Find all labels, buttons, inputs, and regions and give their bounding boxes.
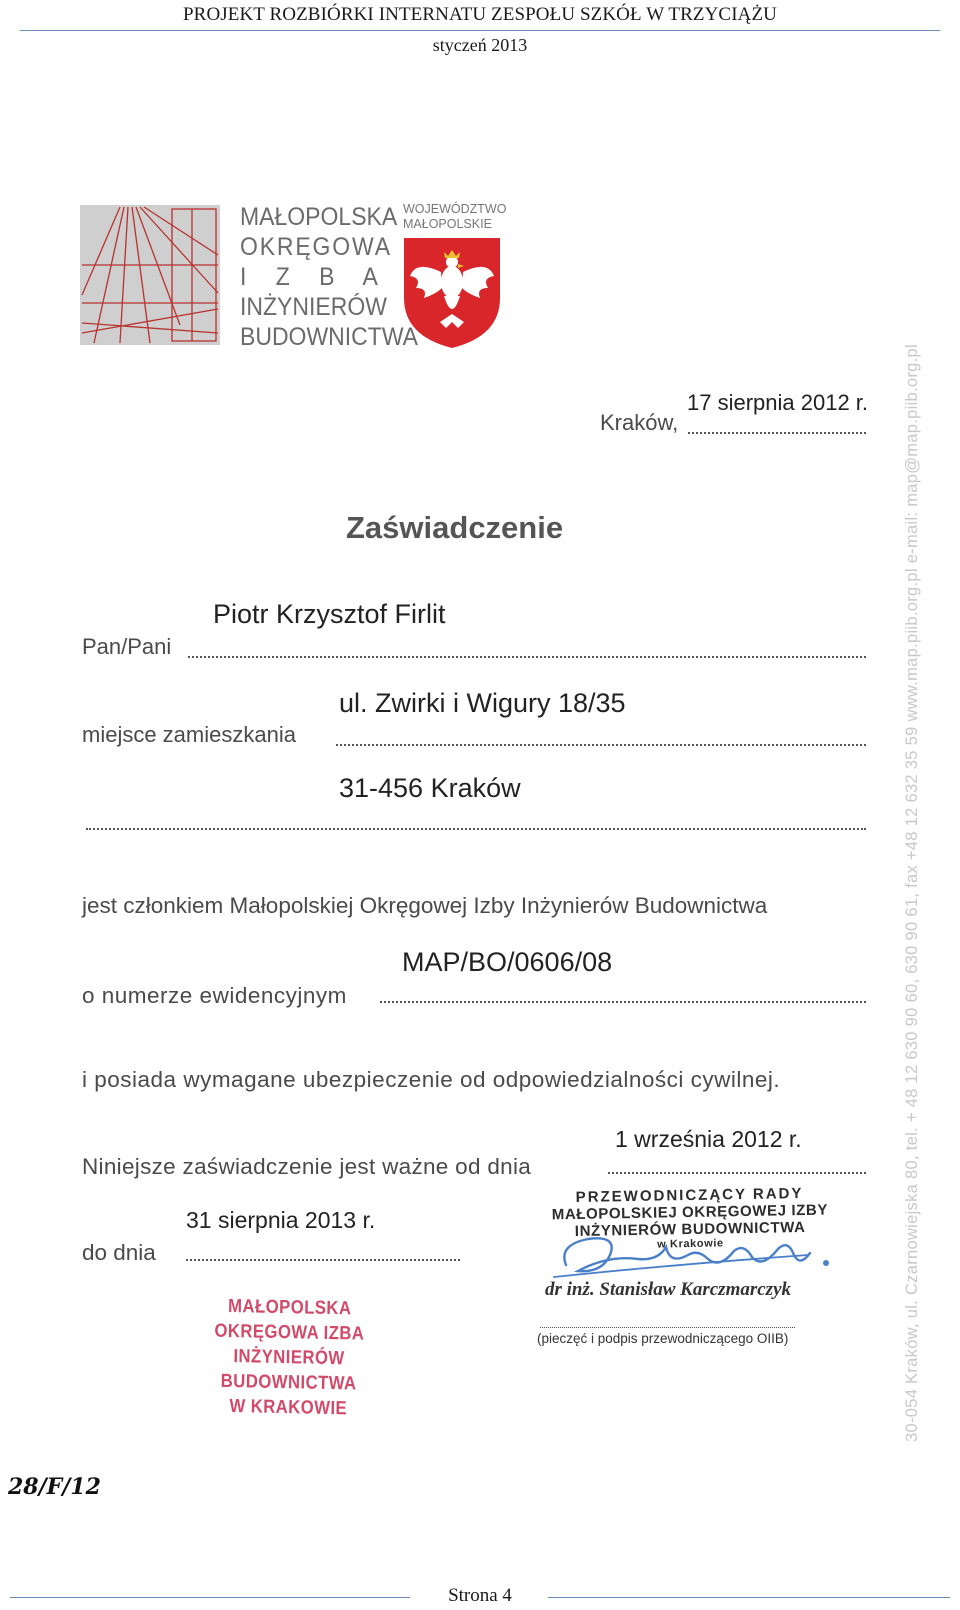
date-dotted-line <box>688 432 866 434</box>
address-street: ul. Zwirki i Wigury 18/35 <box>339 688 626 718</box>
place-label: Kraków, <box>600 410 679 435</box>
logo-line: INŻYNIERÓW <box>240 293 387 321</box>
certificate-title: Zaświadczenie <box>346 510 564 545</box>
logo-line: BUDOWNICTWA <box>240 323 419 351</box>
stamp-line: INŻYNIERÓW BUDOWNICTWA <box>220 1346 357 1395</box>
stamp-line: MAŁOPOLSKA OKRĘGOWA IZBA <box>214 1295 365 1345</box>
address-city: 31-456 Kraków <box>339 773 521 803</box>
signer-name: dr inż. Stanisław Karczmarczyk <box>545 1279 791 1300</box>
page-number: Strona 4 <box>448 1585 512 1606</box>
handwritten-signature <box>548 1225 848 1285</box>
valid-until-label: do dnia <box>82 1240 156 1265</box>
logo-line: OKRĘGOWA <box>240 233 392 261</box>
side-contact-text: 30-054 Kraków, ul. Czarnowiejska 80, tel. + 48 12 630 90 60, 630 90 61, fax +48 12 632 35 59 www.map.piib.org.pl e-mail: map@map.piib.org.pl <box>903 344 921 1442</box>
stamp-line: INŻYNIERÓW BUDOWNICTWA <box>574 1218 806 1241</box>
logo-line: I Z B A <box>240 263 384 291</box>
handwritten-note: 28/F/12 <box>8 1474 101 1500</box>
holder-name: Piotr Krzysztof Firlit <box>213 599 446 629</box>
stamp-line: PRZEWODNICZĄCY RADY <box>575 1185 804 1206</box>
stamp-line: w Krakowie <box>657 1237 724 1251</box>
valid-from-dotted-line <box>608 1172 866 1174</box>
insurance-statement: i posiada wymagane ubezpieczenie od odpowiedzialności cywilnej. <box>82 1067 781 1092</box>
coat-of-arms-eagle-icon <box>402 236 502 350</box>
valid-until-date: 31 sierpnia 2013 r. <box>186 1207 376 1233</box>
issue-date: 17 sierpnia 2012 r. <box>687 390 869 415</box>
chamber-logo-graphic <box>80 205 220 345</box>
logo-line: MAŁOPOLSKA <box>240 203 398 231</box>
city-dotted-line <box>86 828 866 830</box>
header-date: styczeń 2013 <box>432 35 528 55</box>
valid-from-date: 1 września 2012 r. <box>615 1126 802 1152</box>
membership-statement: jest członkiem Małopolskiej Okręgowej Izby Inżynierów Budownictwa <box>82 893 768 918</box>
reg-number-label: o numerze ewidencyjnym <box>82 983 347 1008</box>
stamp-line: W KRAKOWIE <box>229 1395 348 1420</box>
footer-rule-right <box>548 1597 950 1598</box>
voivodeship-line: MAŁOPOLSKIE <box>403 217 492 231</box>
signature-dotted-line <box>540 1327 795 1328</box>
valid-until-dotted-line <box>186 1259 460 1261</box>
chamber-stamp <box>178 1293 400 1422</box>
reg-number: MAP/BO/0606/08 <box>402 947 613 977</box>
reg-number-dotted-line <box>380 1001 866 1003</box>
name-dotted-line <box>188 656 866 658</box>
address-dotted-line <box>336 744 866 746</box>
stamp-line: MAŁOPOLSKIEJ OKRĘGOWEJ IZBY <box>551 1201 829 1224</box>
valid-from-label: Niniejsze zaświadczenie jest ważne od dnia <box>82 1154 532 1179</box>
address-label: miejsce zamieszkania <box>82 722 296 747</box>
chamber-logo-text <box>240 202 418 352</box>
name-label: Pan/Pani <box>82 634 172 659</box>
header-rule <box>20 30 940 31</box>
voivodeship-line: WOJEWÓDZTWO <box>403 202 507 216</box>
voivodeship-label <box>403 202 506 232</box>
signature-caption: (pieczęć i podpis przewodniczącego OIIB) <box>537 1331 789 1346</box>
header-title: PROJEKT ROZBIÓRKI INTERNATU ZESPOŁU SZKÓŁ W TRZYCIĄŻU <box>183 4 777 25</box>
